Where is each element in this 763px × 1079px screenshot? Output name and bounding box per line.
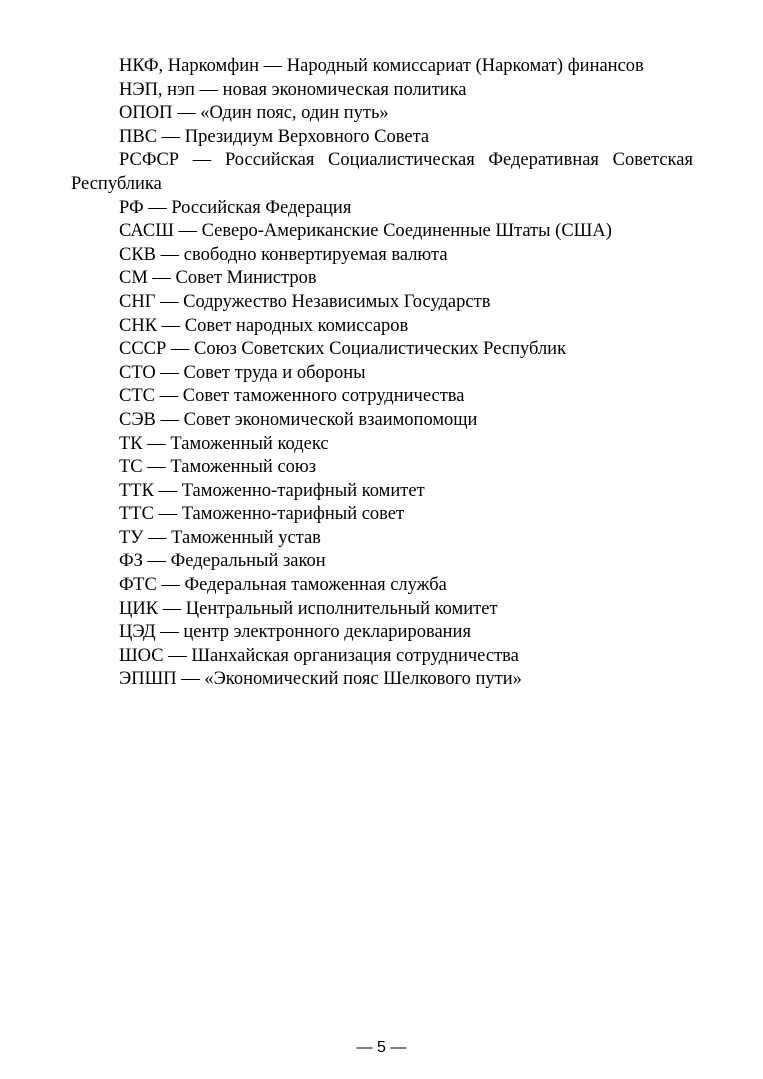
abbreviation-entry: РФ — Российская Федерация <box>119 197 352 218</box>
abbreviation-entry: СТС — Совет таможенного сотрудничества <box>119 386 465 407</box>
abbreviation-entry: ПВС — Президиум Верховного Совета <box>119 126 430 147</box>
abbreviation-entry: НЭП, нэп — новая экономическая политика <box>119 79 467 100</box>
abbreviation-entry: ФЗ — Федеральный закон <box>119 551 326 572</box>
abbreviation-entry: СНК — Совет народных комиссаров <box>119 315 409 336</box>
abbreviation-entry: ЭПШП — «Экономический пояс Шелкового пути» <box>119 669 522 690</box>
abbreviation-entry: ШОС — Шанхайская организация сотрудничества <box>119 645 519 666</box>
abbreviation-entry: НКФ, Наркомфин — Народный комиссариат (Наркомат) финансов <box>119 56 644 76</box>
abbreviation-entry: СКВ — свободно конвертируемая валюта <box>119 244 448 265</box>
abbreviation-entry: РСФСР — Российская Социалистическая Федеративная Советская Республика <box>71 150 693 194</box>
abbreviation-entry: ЦЭД — центр электронного декларирования <box>119 622 471 643</box>
abbreviation-entry: ТТС — Таможенно-тарифный совет <box>119 504 405 525</box>
abbreviation-entry: СНГ — Содружество Независимых Государств <box>119 291 491 312</box>
abbreviation-entry: СТО — Совет труда и обороны <box>119 362 366 383</box>
abbreviation-entry: ТТК — Таможенно-тарифный комитет <box>119 480 425 501</box>
abbreviation-entry: СЭВ — Совет экономической взаимопомощи <box>119 409 478 430</box>
abbreviation-entry: ОПОП — «Один пояс, один путь» <box>119 103 389 124</box>
page-number: — 5 — <box>356 1039 407 1056</box>
abbreviation-entry: ЦИК — Центральный исполнительный комитет <box>119 598 498 619</box>
abbreviation-entry: СМ — Совет Министров <box>119 268 317 289</box>
abbreviation-entry: СССР — Союз Советских Социалистических Республик <box>119 339 567 360</box>
abbreviation-entry: ФТС — Федеральная таможенная служба <box>119 575 447 596</box>
abbreviation-entry: САСШ — Северо-Американские Соединенные Штаты (США) <box>119 221 612 242</box>
abbreviation-entry: ТС — Таможенный союз <box>119 457 317 478</box>
abbreviation-entry: ТК — Таможенный кодекс <box>119 433 329 454</box>
abbreviation-entry: ТУ — Таможенный устав <box>119 527 321 548</box>
abbreviations-list <box>71 55 693 692</box>
